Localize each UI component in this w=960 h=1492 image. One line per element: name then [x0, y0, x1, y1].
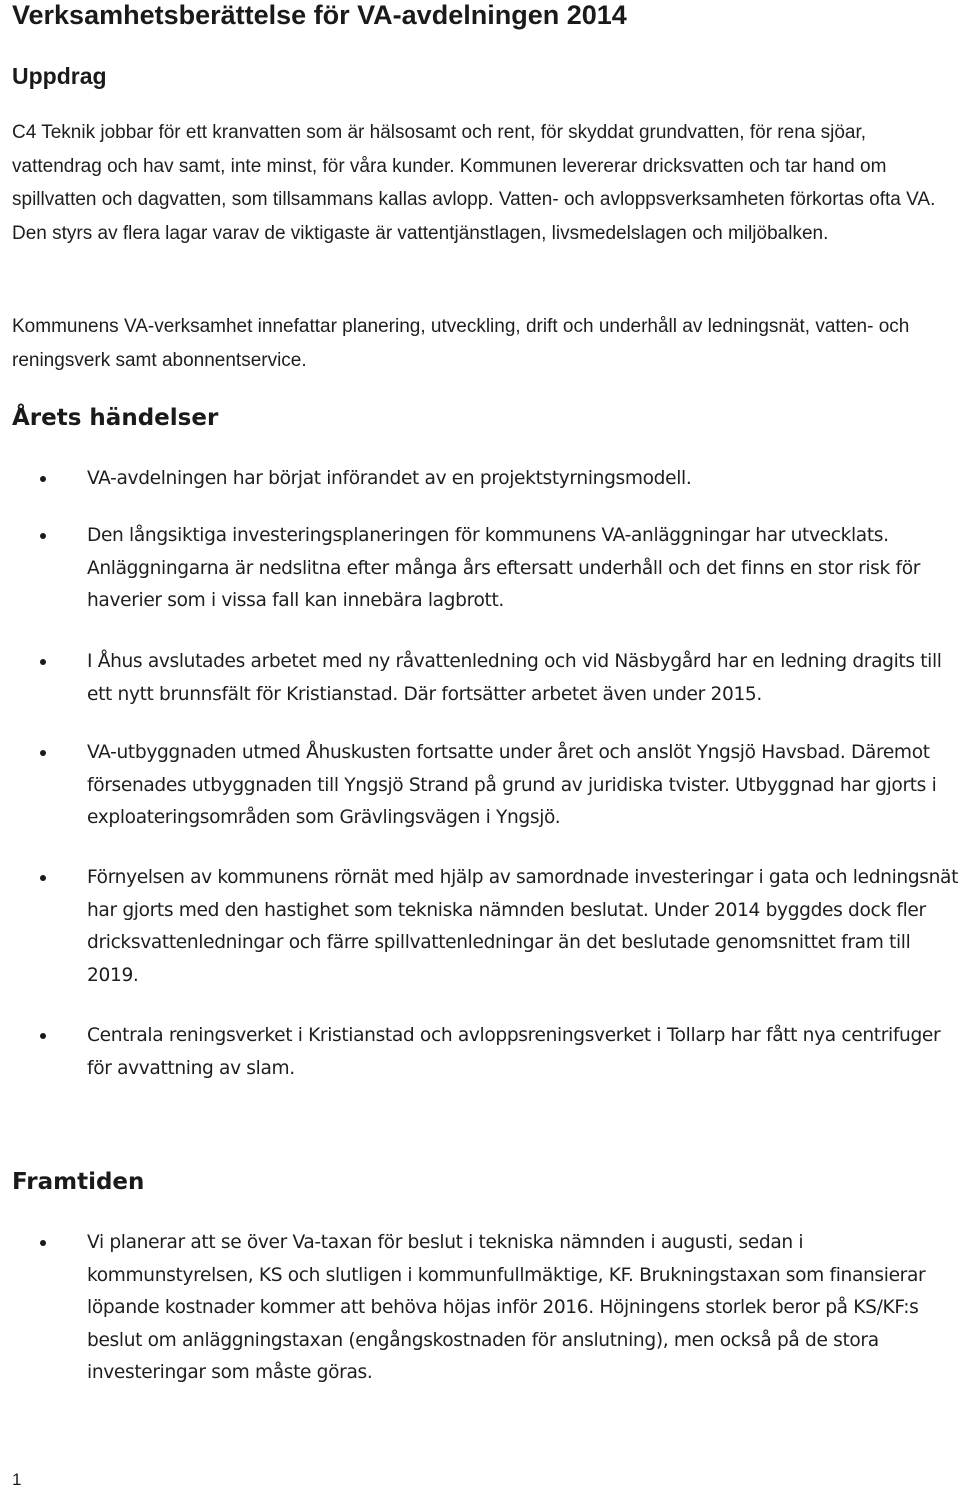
uppdrag-paragraph-2: Kommunens VA-verksamhet innefattar planering, utveckling, drift och underhåll av ledningsnät, vatten- och reningsverk samt abonnentservice.	[12, 316, 910, 371]
bullet-icon	[40, 875, 46, 881]
list-item-text: VA-avdelningen har börjat införandet av en projektstyrningsmodell.	[87, 468, 692, 489]
list-item	[12, 1227, 960, 1390]
page-number: 1	[12, 1470, 22, 1489]
section-heading-uppdrag: Uppdrag	[12, 63, 107, 89]
list-item	[12, 1020, 960, 1085]
list-item-text: Centrala reningsverket i Kristianstad och avloppsreningsverket i Tollarp har fått nya centrifuger för avvattning av slam.	[87, 1025, 941, 1079]
bullet-icon	[40, 1240, 46, 1246]
list-item	[12, 463, 960, 496]
bullet-icon	[40, 659, 46, 665]
list-item-text: Den långsiktiga investeringsplaneringen för kommunens VA-anläggningar har utvecklats. Anläggningarna är nedslitna efter många års eftersatt underhåll och det finns en stor risk för haverier som i vissa fall kan innebära lagbrott.	[87, 525, 921, 611]
list-item	[12, 646, 960, 711]
list-item	[12, 737, 960, 835]
list-item-text: Vi planerar att se över Va-taxan för beslut i tekniska nämnden i augusti, sedan i kommunstyrelsen, KS och slutligen i kommunfullmäktige, KF. Brukningstaxan som finansierar löpande kostnader kommer att behöva höjas inför 2016. Höjningens storlek beror på KS/KF:s beslut om anläggningstaxan (engångskostnaden för anslutning), men också på de stora investeringar som måste göras.	[87, 1232, 926, 1383]
list-item	[12, 862, 960, 992]
list-item-text: Förnyelsen av kommunens rörnät med hjälp av samordnade investeringar i gata och ledningsnät har gjorts med den hastighet som tekniska nämnden beslutat. Under 2014 byggdes dock fler dricksvattenledningar och färre spillvattenledningar än det beslutade genomsnittet fram till 2019.	[87, 867, 959, 986]
section-heading-framtiden: Framtiden	[12, 1169, 145, 1195]
bullet-icon	[40, 533, 46, 539]
section-heading-arets-handelser: Årets händelser	[12, 405, 219, 431]
list-item-text: VA-utbyggnaden utmed Åhuskusten fortsatte under året och anslöt Yngsjö Havsbad. Däremot försenades utbyggnaden till Yngsjö Strand på grund av juridiska tvister. Utbyggnad har gjorts i exploateringsområden som Grävlingsvägen i Yngsjö.	[87, 742, 937, 828]
document-title: Verksamhetsberättelse för VA-avdelningen 2014	[12, 0, 627, 30]
bullet-icon	[40, 1033, 46, 1039]
bullet-icon	[40, 750, 46, 756]
list-item-text: I Åhus avslutades arbetet med ny råvattenledning och vid Näsbygård har en ledning dragits till ett nytt brunnsfält för Kristianstad. Där fortsätter arbetet även under 2015.	[87, 651, 942, 705]
list-item	[12, 520, 960, 618]
bullet-icon	[40, 476, 46, 482]
uppdrag-paragraph-1: C4 Teknik jobbar för ett kranvatten som är hälsosamt och rent, för skyddat grundvatten, för rena sjöar, vattendrag och hav samt, inte minst, för våra kunder. Kommunen levererar dricksvatten och tar hand om spillvatten och dagvatten, som tillsammans kallas avlopp. Vatten- och avloppsverksamheten förkortas ofta VA. Den styrs av flera lagar varav de viktigaste är vattentjänstlagen, livsmedelslagen och miljöbalken.	[12, 122, 936, 244]
